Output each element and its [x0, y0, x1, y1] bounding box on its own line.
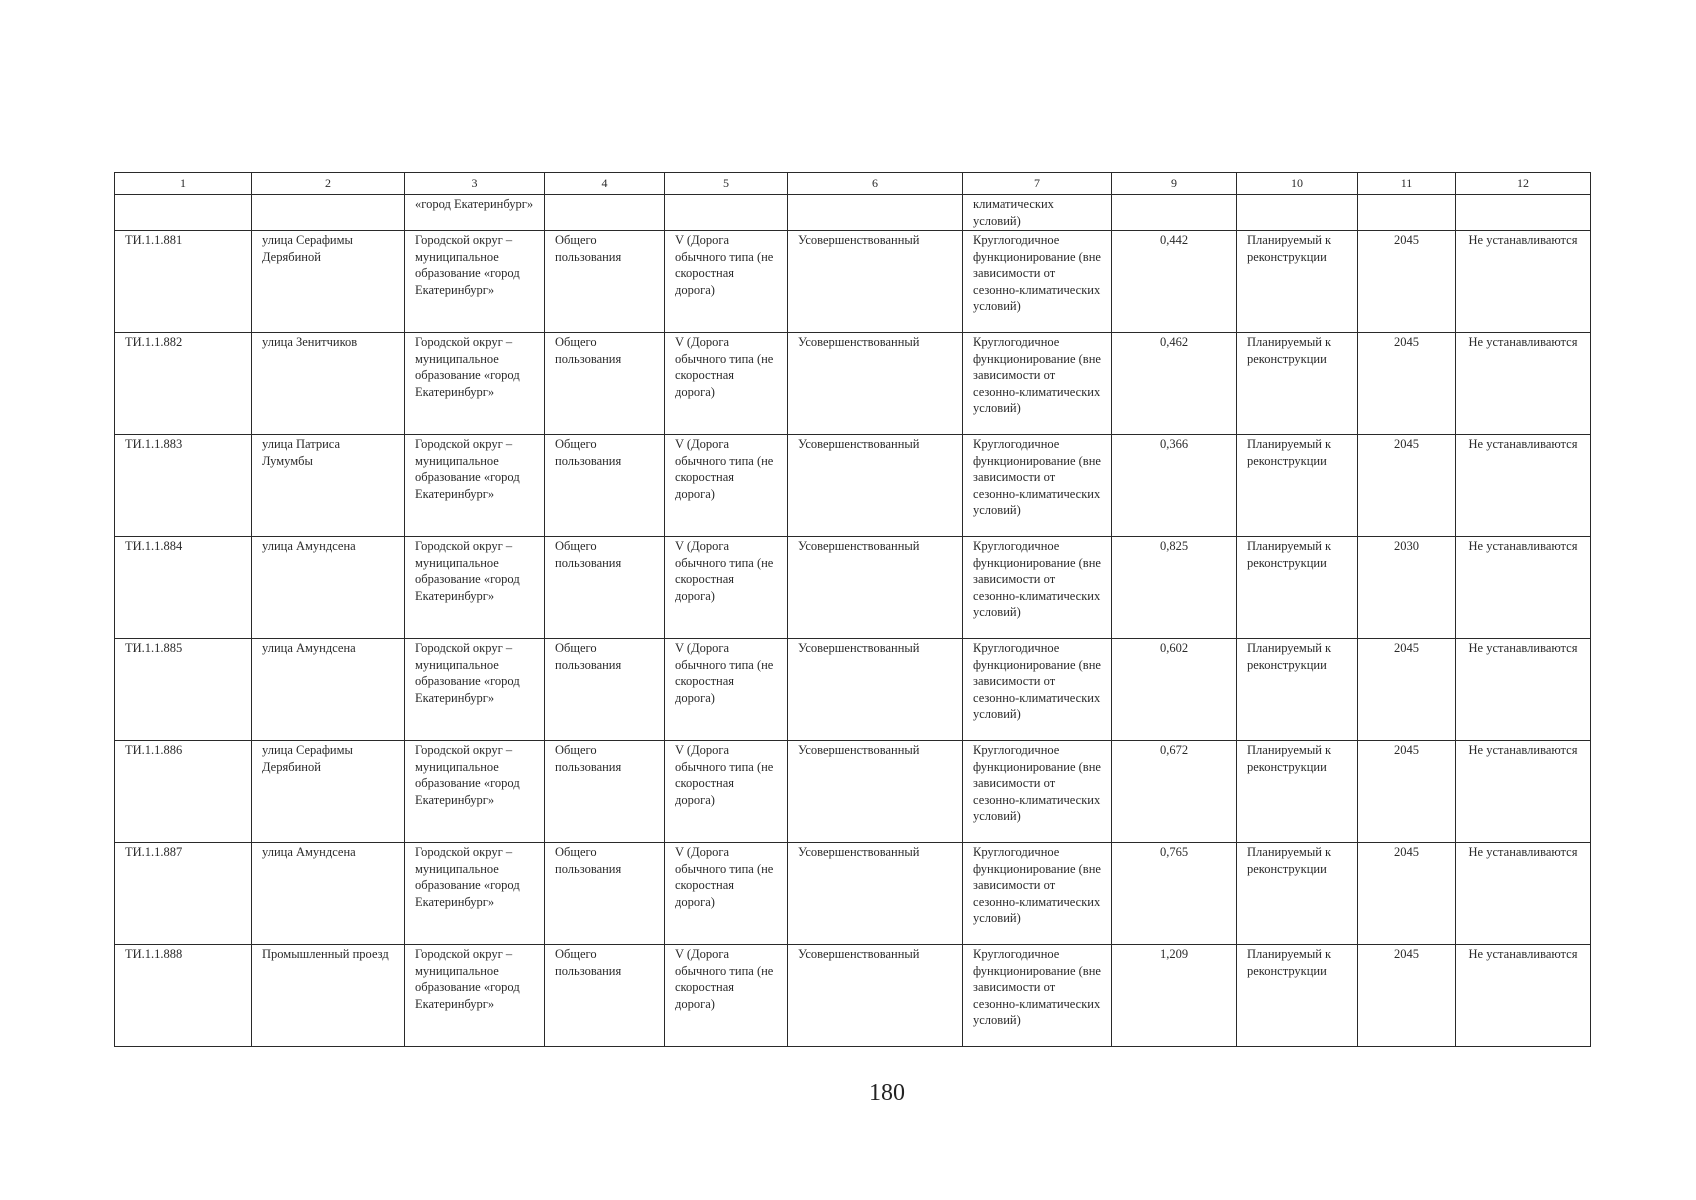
table-cell: ТИ.1.1.887 — [115, 843, 252, 945]
table-cell: Общего пользования — [545, 639, 665, 741]
table-cell: 2045 — [1358, 231, 1456, 333]
table-cell: 1,209 — [1112, 945, 1237, 1047]
table-cell: V (Дорога обычного типа (не скоростная дорога) — [665, 231, 788, 333]
table-cell — [1358, 195, 1456, 231]
table-cell: Усовершенствованный — [788, 231, 963, 333]
table-cell: 0,825 — [1112, 537, 1237, 639]
table-cell: V (Дорога обычного типа (не скоростная дорога) — [665, 843, 788, 945]
table-cell: Городской округ – муниципальное образование «город Екатеринбург» — [405, 231, 545, 333]
column-header: 12 — [1456, 173, 1591, 195]
table-cell: 0,366 — [1112, 435, 1237, 537]
table-cell: Общего пользования — [545, 843, 665, 945]
table-row — [115, 537, 1591, 639]
table-cell: Круглогодичное функционирование (вне зависимости от сезонно-климатических условий) — [963, 537, 1112, 639]
table-row — [115, 843, 1591, 945]
table-cell: V (Дорога обычного типа (не скоростная дорога) — [665, 333, 788, 435]
table-cell: Круглогодичное функционирование (вне зависимости от сезонно-климатических условий) — [963, 639, 1112, 741]
table-cell: Не устанавливаются — [1456, 333, 1591, 435]
table-cell: Планируемый к реконструкции — [1237, 843, 1358, 945]
table-cell: Не устанавливаются — [1456, 639, 1591, 741]
table-cell: Круглогодичное функционирование (вне зависимости от сезонно-климатических условий) — [963, 945, 1112, 1047]
table-cell: ТИ.1.1.888 — [115, 945, 252, 1047]
column-header: 11 — [1358, 173, 1456, 195]
table-cell: Городской округ – муниципальное образование «город Екатеринбург» — [405, 741, 545, 843]
table-cell: Планируемый к реконструкции — [1237, 945, 1358, 1047]
column-header: 6 — [788, 173, 963, 195]
column-header: 5 — [665, 173, 788, 195]
table-cell: ТИ.1.1.881 — [115, 231, 252, 333]
table-cell: ТИ.1.1.884 — [115, 537, 252, 639]
table-cell: климатических условий) — [963, 195, 1112, 231]
table-cell: Усовершенствованный — [788, 843, 963, 945]
table-cell: ТИ.1.1.885 — [115, 639, 252, 741]
table-cell: ТИ.1.1.883 — [115, 435, 252, 537]
table-cell: Круглогодичное функционирование (вне зависимости от сезонно-климатических условий) — [963, 435, 1112, 537]
table-cell: 2045 — [1358, 945, 1456, 1047]
table-cell: Планируемый к реконструкции — [1237, 231, 1358, 333]
table-cell: Планируемый к реконструкции — [1237, 741, 1358, 843]
table-cell: 2030 — [1358, 537, 1456, 639]
column-header: 3 — [405, 173, 545, 195]
column-header: 4 — [545, 173, 665, 195]
table-cell: улица Серафимы Дерябиной — [252, 231, 405, 333]
table-cell: Не устанавливаются — [1456, 537, 1591, 639]
column-header: 10 — [1237, 173, 1358, 195]
table-cell — [1237, 195, 1358, 231]
table-cell: Общего пользования — [545, 537, 665, 639]
table-cell: 0,442 — [1112, 231, 1237, 333]
table-cell: V (Дорога обычного типа (не скоростная дорога) — [665, 435, 788, 537]
table-cell: Усовершенствованный — [788, 741, 963, 843]
table-row — [115, 945, 1591, 1047]
table-cell: V (Дорога обычного типа (не скоростная дорога) — [665, 537, 788, 639]
table-cell: улица Амундсена — [252, 537, 405, 639]
table-cell: Усовершенствованный — [788, 639, 963, 741]
table-cell: 0,462 — [1112, 333, 1237, 435]
table-row — [115, 435, 1591, 537]
table-cell: Круглогодичное функционирование (вне зависимости от сезонно-климатических условий) — [963, 231, 1112, 333]
column-header: 7 — [963, 173, 1112, 195]
table-cell: улица Амундсена — [252, 639, 405, 741]
table-row — [115, 741, 1591, 843]
table-cell: 0,602 — [1112, 639, 1237, 741]
table-cell: Планируемый к реконструкции — [1237, 537, 1358, 639]
table-cell: Общего пользования — [545, 741, 665, 843]
table-row — [115, 333, 1591, 435]
table-cell: Городской округ – муниципальное образование «город Екатеринбург» — [405, 945, 545, 1047]
table-cell: Городской округ – муниципальное образование «город Екатеринбург» — [405, 333, 545, 435]
table-cell: Городской округ – муниципальное образование «город Екатеринбург» — [405, 639, 545, 741]
column-header: 2 — [252, 173, 405, 195]
table-cell: V (Дорога обычного типа (не скоростная дорога) — [665, 945, 788, 1047]
column-header: 1 — [115, 173, 252, 195]
table-cell: Не устанавливаются — [1456, 435, 1591, 537]
table-cell: Общего пользования — [545, 945, 665, 1047]
table-cell: улица Серафимы Дерябиной — [252, 741, 405, 843]
table-cell: V (Дорога обычного типа (не скоростная дорога) — [665, 741, 788, 843]
table-cell — [1112, 195, 1237, 231]
table-cell: 2045 — [1358, 639, 1456, 741]
table-cell: Усовершенствованный — [788, 537, 963, 639]
table-cell: Планируемый к реконструкции — [1237, 639, 1358, 741]
table-cell: Круглогодичное функционирование (вне зависимости от сезонно-климатических условий) — [963, 843, 1112, 945]
table-continuation-row — [115, 195, 1591, 231]
table-cell: 2045 — [1358, 333, 1456, 435]
page-number: 180 — [869, 1080, 905, 1106]
table-cell: ТИ.1.1.882 — [115, 333, 252, 435]
table-cell: Планируемый к реконструкции — [1237, 435, 1358, 537]
table-cell: Общего пользования — [545, 435, 665, 537]
table-cell: Не устанавливаются — [1456, 843, 1591, 945]
table-cell — [1456, 195, 1591, 231]
table-cell: Не устанавливаются — [1456, 945, 1591, 1047]
table-cell: 2045 — [1358, 843, 1456, 945]
table-header-row — [115, 173, 1591, 195]
table-cell: Усовершенствованный — [788, 333, 963, 435]
table-cell: Усовершенствованный — [788, 435, 963, 537]
table-cell: 0,672 — [1112, 741, 1237, 843]
table-cell: Городской округ – муниципальное образование «город Екатеринбург» — [405, 537, 545, 639]
infrastructure-table — [114, 172, 1591, 1047]
table-cell — [545, 195, 665, 231]
table-cell — [115, 195, 252, 231]
table-row — [115, 231, 1591, 333]
table-cell: 2045 — [1358, 741, 1456, 843]
table-cell: Не устанавливаются — [1456, 231, 1591, 333]
table-cell: Круглогодичное функционирование (вне зависимости от сезонно-климатических условий) — [963, 741, 1112, 843]
column-header: 9 — [1112, 173, 1237, 195]
table-cell: улица Амундсена — [252, 843, 405, 945]
table-cell: Планируемый к реконструкции — [1237, 333, 1358, 435]
table-row — [115, 639, 1591, 741]
table-cell: «город Екатеринбург» — [405, 195, 545, 231]
table-cell — [788, 195, 963, 231]
table-cell: 0,765 — [1112, 843, 1237, 945]
table-cell: Усовершенствованный — [788, 945, 963, 1047]
table-cell: Не устанавливаются — [1456, 741, 1591, 843]
table-cell: улица Патриса Лумумбы — [252, 435, 405, 537]
table-cell: 2045 — [1358, 435, 1456, 537]
table-cell — [665, 195, 788, 231]
table-cell: ТИ.1.1.886 — [115, 741, 252, 843]
table-cell: Общего пользования — [545, 231, 665, 333]
table-cell: Городской округ – муниципальное образование «город Екатеринбург» — [405, 843, 545, 945]
table-cell — [252, 195, 405, 231]
table-cell: Круглогодичное функционирование (вне зависимости от сезонно-климатических условий) — [963, 333, 1112, 435]
table-cell: Городской округ – муниципальное образование «город Екатеринбург» — [405, 435, 545, 537]
table-cell: V (Дорога обычного типа (не скоростная дорога) — [665, 639, 788, 741]
table-cell: Общего пользования — [545, 333, 665, 435]
table-cell: улица Зенитчиков — [252, 333, 405, 435]
table-cell: Промышленный проезд — [252, 945, 405, 1047]
